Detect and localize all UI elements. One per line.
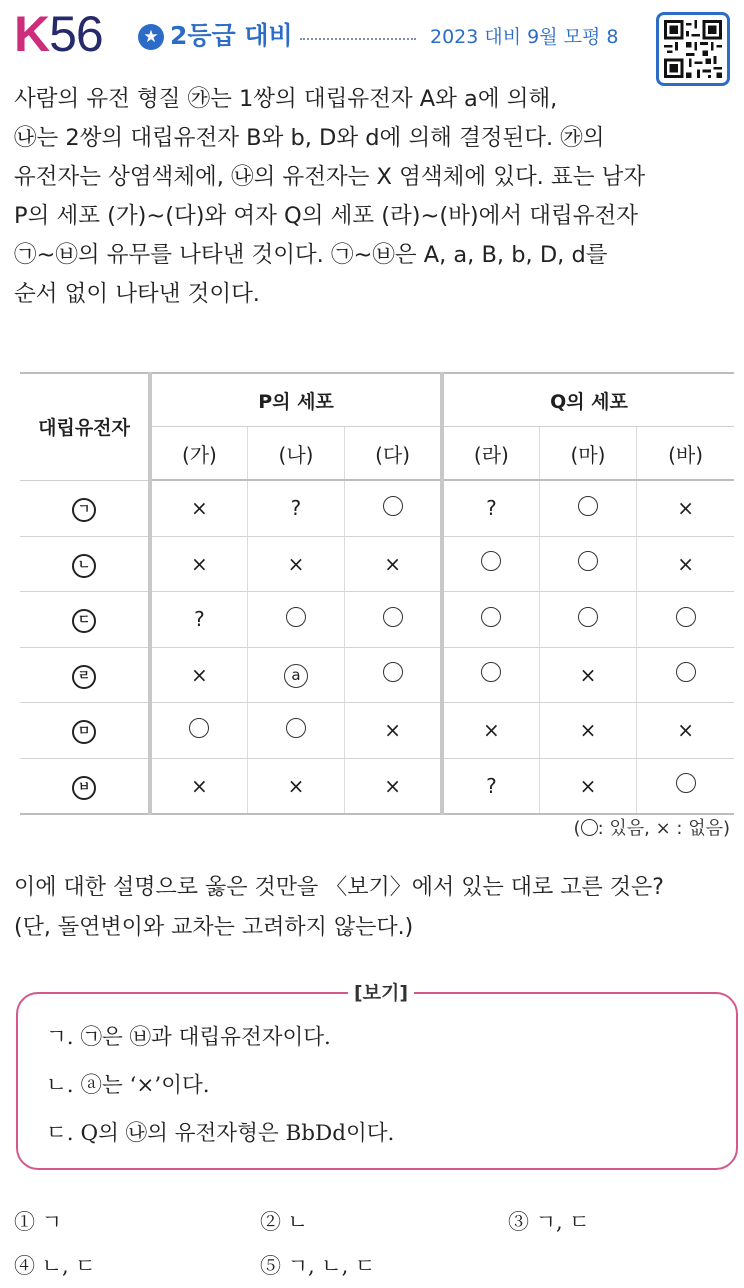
bogi-item: ㄷ. Q의 ㉯의 유전자형은 BbDd이다. [46,1121,395,1146]
table-row [20,703,734,759]
table-row [20,758,734,814]
prompt-line: 이에 대한 설명으로 옳은 것만을 〈보기〉에서 있는 대로 고른 것은? [14,875,664,900]
present-circle-icon [676,662,696,682]
allele-label [20,703,150,759]
table-cell [637,536,734,592]
prompt-line: (단, 돌연변이와 교차는 고려하지 않는다.) [14,915,414,940]
present-circle-icon [676,607,696,627]
present-circle-icon [286,718,306,738]
present-circle-icon [189,718,209,738]
dotted-leader [300,38,416,40]
absent-mark: × [579,773,597,798]
table-cell [247,758,344,814]
table-cell [150,536,247,592]
question-prompt [14,868,734,948]
absent-mark: × [287,551,305,576]
table-cell [442,480,539,536]
stem-line: 순서 없이 나타낸 것이다. [14,281,260,307]
absent-mark: × [191,662,208,687]
question-number: K56 [14,6,103,62]
table-cell [247,536,344,592]
present-circle-icon [676,773,696,793]
absent-mark: × [677,718,694,743]
column-header: (가) [150,427,247,481]
absent-mark: × [579,662,597,687]
table-cell [637,592,734,648]
table-cell [539,480,636,536]
exam-source: 2023 대비 9월 모평 8 [430,26,619,48]
absent-mark: × [384,718,401,743]
table-legend: ( : 있음, × : 없음) [573,818,730,839]
allele-table [20,372,734,815]
unknown-a-symbol: a [284,664,308,688]
present-circle-icon [578,496,598,516]
unknown-mark: ? [486,773,497,798]
present-circle-icon [578,551,598,571]
table-row [20,592,734,648]
allele-label [20,480,150,536]
table-cell [637,647,734,703]
unknown-mark: ? [194,607,205,632]
unknown-mark: ? [290,496,302,521]
stem-line: P의 세포 (가)~(다)와 여자 Q의 세포 (라)~(바)에서 대립유전자 [14,203,638,229]
allele-label [20,592,150,648]
absent-mark: × [384,773,401,798]
allele-label [20,758,150,814]
choice-5[interactable]: ⑤ ㄱ, ㄴ, ㄷ [260,1254,376,1278]
stem-line: 유전자는 상염색체에, ㉯의 유전자는 X 염색체에 있다. 표는 남자 [14,164,646,190]
stem-line: ㉯는 2쌍의 대립유전자 B와 b, D와 d에 의해 결정된다. ㉮의 [14,125,605,151]
absent-mark: × [579,718,597,743]
column-header: (나) [247,427,344,481]
allele-label [20,536,150,592]
absent-mark: × [483,718,500,743]
table-cell [442,703,539,759]
table-cell [637,480,734,536]
allele-symbol: ㅁ [72,720,96,744]
table-cell [539,703,636,759]
allele-symbol: ㄷ [72,609,96,633]
table-cell [150,647,247,703]
bogi-item: ㄴ. ⓐ는 ‘×’이다. [46,1073,210,1098]
absent-mark: × [384,551,401,576]
star-icon: ★ [138,24,164,50]
column-header: (바) [637,427,734,481]
column-header: (마) [539,427,636,481]
stem-line: ㉠~㉥의 유무를 나타낸 것이다. ㉠~㉥은 A, a, B, b, D, d를 [14,242,608,268]
present-circle-icon [481,551,501,571]
group-header-q: Q의 세포 [442,373,734,427]
allele-symbol: ㄹ [72,665,96,689]
table-cell [442,536,539,592]
table-cell [345,703,442,759]
choice-2[interactable]: ② ㄴ [260,1210,308,1234]
absent-mark: × [677,496,694,521]
table-cell [345,647,442,703]
bogi-title: [보기] [348,980,414,1006]
table-cell [247,480,344,536]
table-cell [150,703,247,759]
absent-mark: × [191,773,208,798]
allele-label [20,647,150,703]
allele-symbol: ㄱ [72,498,96,522]
question-stem [14,80,734,314]
choice-3[interactable]: ③ ㄱ, ㄷ [508,1210,590,1234]
table-cell [442,592,539,648]
table-cell [442,758,539,814]
table-row [20,647,734,703]
table-row [20,536,734,592]
table-cell [345,592,442,648]
table-cell [345,758,442,814]
choice-1[interactable]: ① ㄱ [14,1210,62,1234]
table-cell [247,703,344,759]
allele-symbol: ㄴ [72,554,96,578]
table-cell [247,647,344,703]
present-circle-icon [481,662,501,682]
table-cell [345,536,442,592]
table-cell [539,592,636,648]
table-cell [539,758,636,814]
question-header [0,0,744,70]
absent-mark: × [191,551,208,576]
absent-mark: × [191,496,208,521]
present-circle-icon [383,496,403,516]
column-header: (라) [442,427,539,481]
table-cell [637,758,734,814]
table-cell [247,592,344,648]
present-circle-icon [383,607,403,627]
table-cell [539,536,636,592]
table-cell [150,480,247,536]
present-circle-icon [383,662,403,682]
table-row [20,480,734,536]
absent-mark: × [287,773,305,798]
table-cell [345,480,442,536]
present-circle-icon [481,607,501,627]
choice-4[interactable]: ④ ㄴ, ㄷ [14,1254,96,1278]
column-header: (다) [345,427,442,481]
table-cell [442,647,539,703]
table-cell [150,758,247,814]
table-cell [637,703,734,759]
bogi-item: ㄱ. ㉠은 ㉥과 대립유전자이다. [46,1025,331,1050]
bogi-box [16,982,738,1170]
present-circle-icon [286,607,306,627]
qr-code-icon[interactable] [656,12,730,86]
allele-symbol: ㅂ [72,776,96,800]
absent-mark: × [677,551,694,576]
grade-label: 2등급 대비 [170,21,293,50]
stem-line: 사람의 유전 형질 ㉮는 1쌍의 대립유전자 A와 a에 의해, [14,86,558,112]
present-circle-icon [581,819,598,836]
present-circle-icon [578,607,598,627]
group-header-p: P의 세포 [150,373,442,427]
unknown-mark: ? [486,496,497,521]
row-header-label: 대립유전자 [20,373,150,480]
table-cell [539,647,636,703]
grade-badge [138,18,293,54]
table-cell [150,592,247,648]
